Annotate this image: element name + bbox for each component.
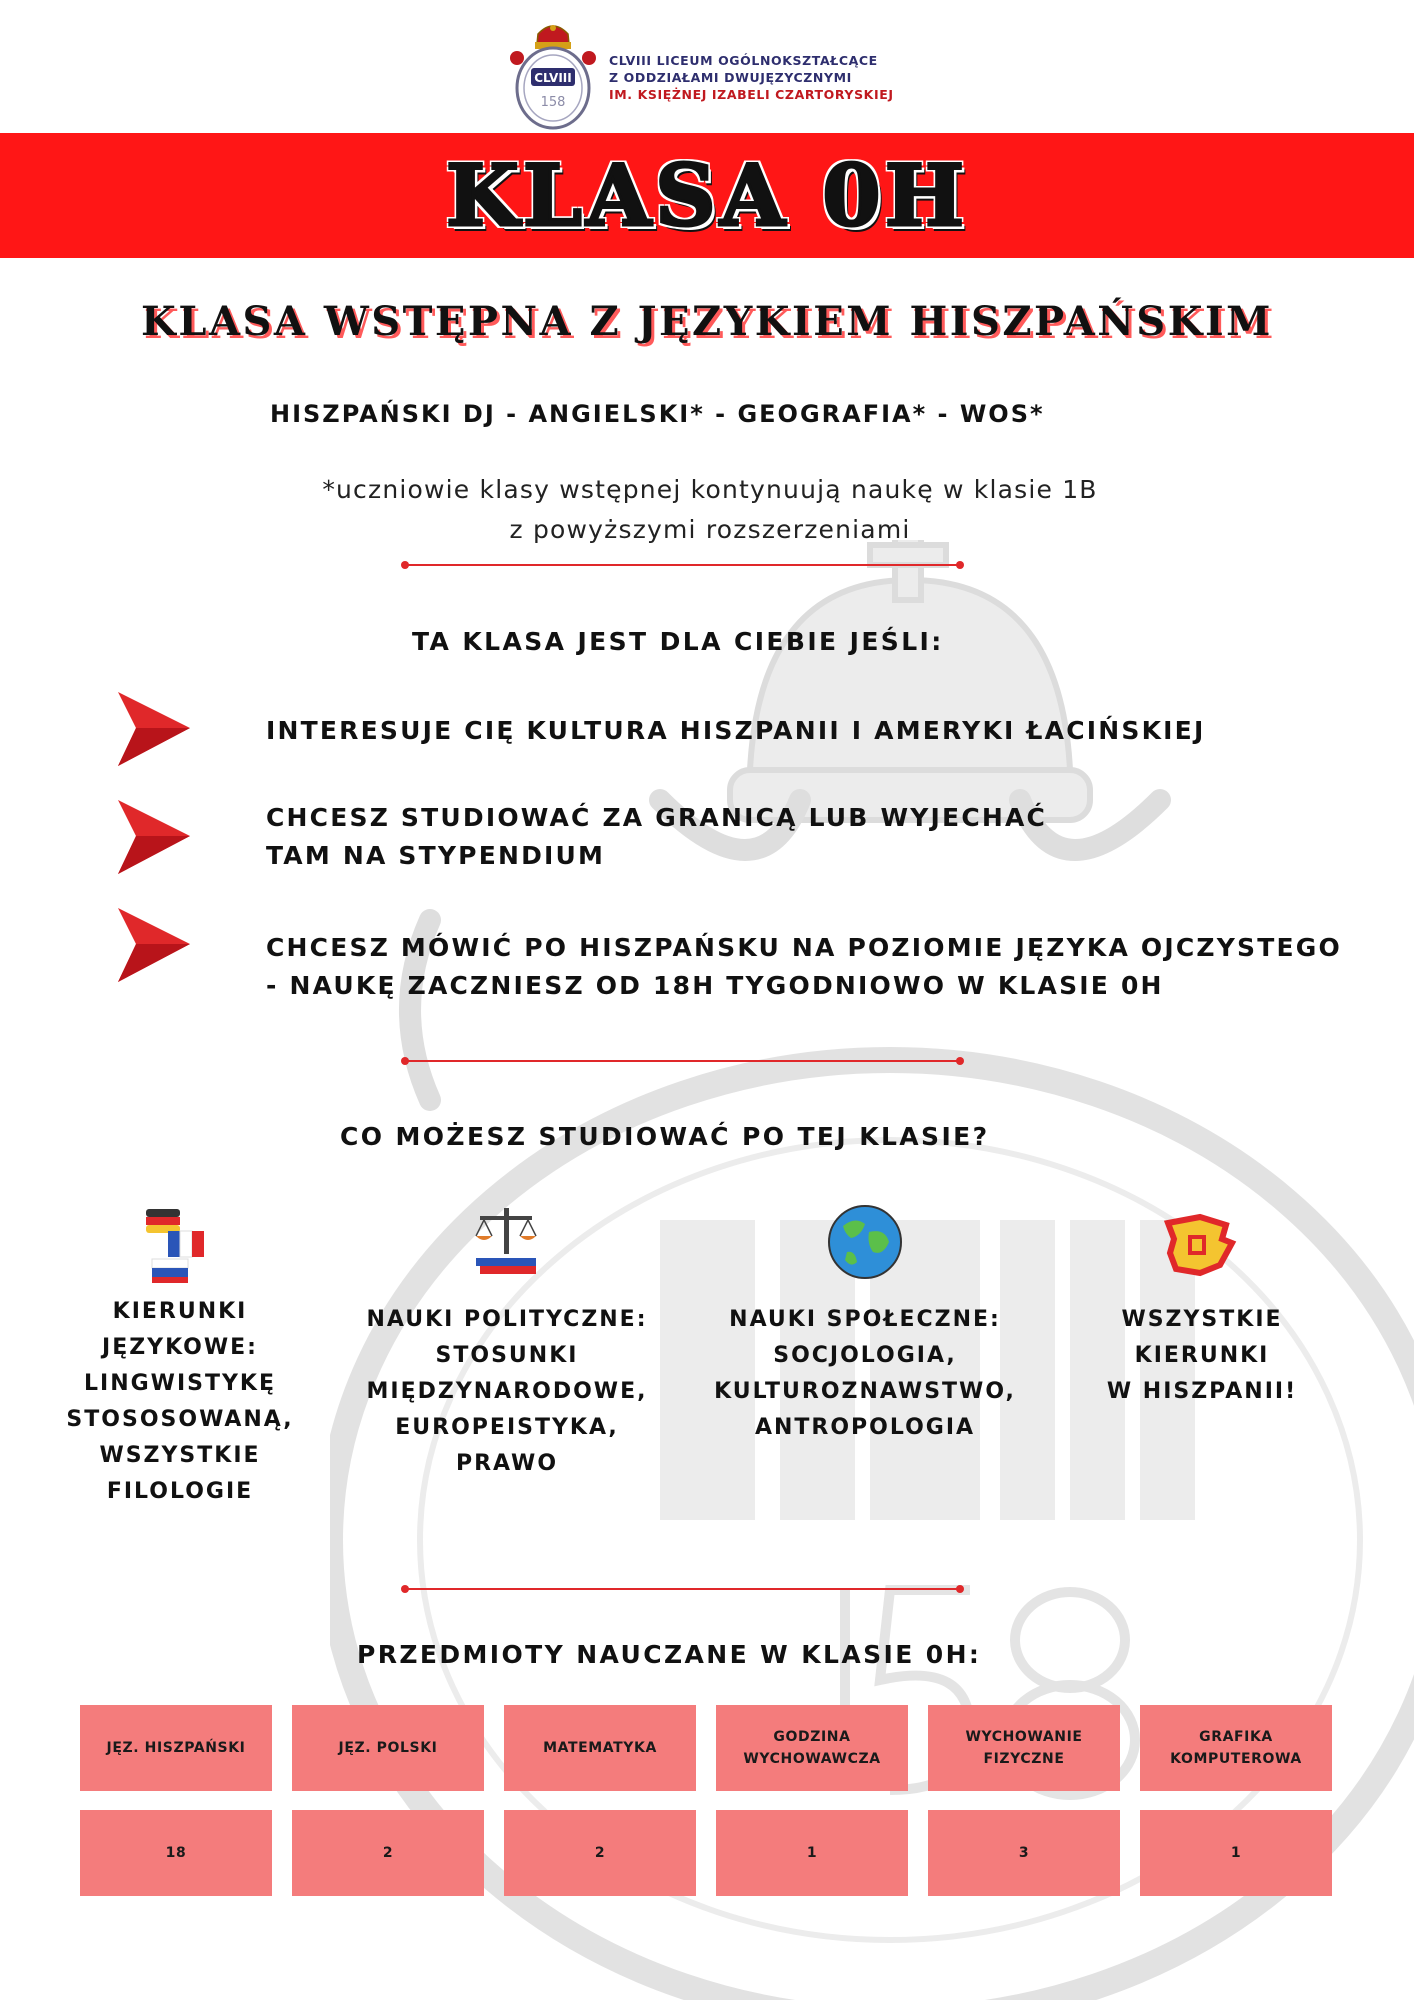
subject-hours-cell: 1: [716, 1810, 908, 1896]
study-option-line: KULTUROZNAWSTWO,: [714, 1379, 1016, 1404]
subtitle: KLASA WSTĘPNA Z JĘZYKIEM HISZPAŃSKIM: [141, 298, 1273, 345]
divider-3: [405, 1588, 960, 1590]
spain-map-icon: [1160, 1203, 1240, 1283]
note-line-2: z powyższymi rozszerzeniami: [509, 515, 911, 544]
study-option-line: EUROPEISTYKA,: [395, 1415, 619, 1440]
for-you-item-text: [266, 712, 1205, 750]
school-logo: [503, 20, 603, 130]
note-line-1: *uczniowie klasy wstępnej kontynuują naukę w klasie 1B: [322, 475, 1098, 504]
title-banner: [0, 133, 1414, 258]
study-option-text: [700, 1302, 1030, 1446]
divider-2: [405, 1060, 960, 1062]
study-option-line: MIĘDZYNARODOWE,: [366, 1379, 648, 1404]
red-arrow-icon: [114, 906, 194, 986]
study-option-line: NAUKI SPOŁECZNE:: [729, 1307, 1001, 1332]
for-you-item-line-1: INTERESUJE CIĘ KULTURA HISZPANII I AMERYKI ŁACIŃSKIEJ: [266, 716, 1206, 745]
language-flags-icon: [140, 1205, 220, 1285]
subject-name-cell: [504, 1705, 696, 1791]
study-option-line: FILOLOGIE: [106, 1479, 254, 1504]
subject-name-line: MATEMATYKA: [543, 1740, 657, 1756]
school-name-line-2: Z ODDZIAŁAMI DWUJĘZYCZNYMI: [609, 70, 852, 85]
subject-name-line: FIZYCZNE: [983, 1751, 1065, 1767]
subject-name-cell: [928, 1705, 1120, 1791]
study-option-line: SOCJOLOGIA,: [773, 1343, 957, 1368]
study-option-text: [48, 1294, 312, 1510]
study-heading: CO MOŻESZ STUDIOWAĆ PO TEJ KLASIE?: [340, 1122, 990, 1151]
for-you-item-line-2: - NAUKĘ ZACZNIESZ OD 18H TYGODNIOWO W KLASIE 0H: [266, 971, 1164, 1000]
subject-hours-cell: 1: [1140, 1810, 1332, 1896]
study-option-line: WSZYSTKIE: [1121, 1307, 1283, 1332]
subject-name-cell: [292, 1705, 484, 1791]
subject-name-cell: [716, 1705, 908, 1791]
school-name-line-1: CLVIII LICEUM OGÓLNOKSZTAŁCĄCE: [609, 53, 878, 68]
subject-name-line: JĘZ. HISZPAŃSKI: [106, 1740, 246, 1756]
study-option-line: NAUKI POLITYCZNE:: [366, 1307, 648, 1332]
for-you-heading: TA KLASA JEST DLA CIEBIE JEŚLI:: [412, 627, 944, 656]
page-title: KLASA 0H: [445, 146, 969, 245]
subject-name-line: GODZINA: [773, 1729, 851, 1745]
school-name-line-3: IM. KSIĘŻNEJ IZABELI CZARTORYSKIEJ: [609, 87, 894, 102]
subject-hours-cell: 2: [292, 1810, 484, 1896]
for-you-item-line-1: CHCESZ MÓWIĆ PO HISZPAŃSKU NA POZIOMIE JĘZYKA OJCZYSTEGO: [266, 933, 1342, 962]
study-option-line: STOSUNKI: [435, 1343, 579, 1368]
red-arrow-icon: [114, 798, 194, 878]
subject-hours-cell: 2: [504, 1810, 696, 1896]
for-you-item-line-2: TAM NA STYPENDIUM: [266, 841, 606, 870]
study-option-text: [1080, 1302, 1324, 1410]
continuation-note: [0, 470, 1414, 550]
red-arrow-icon: [114, 690, 194, 770]
study-option-line: W HISZPANII!: [1106, 1379, 1298, 1404]
subject-name-cell: [1140, 1705, 1332, 1791]
logo-number: 158: [540, 95, 566, 110]
subject-name-cell: [80, 1705, 272, 1791]
study-option-line: KIERUNKI: [1134, 1343, 1270, 1368]
study-option-line: LINGWISTYKĘ: [84, 1371, 276, 1396]
study-option-line: STOSOSOWANĄ,: [66, 1407, 294, 1432]
subject-name-line: JĘZ. POLSKI: [338, 1740, 438, 1756]
subject-name-line: GRAFIKA: [1199, 1729, 1273, 1745]
globe-icon: [825, 1202, 905, 1282]
subject-name-line: WYCHOWANIE: [965, 1729, 1083, 1745]
extended-subjects: HISZPAŃSKI DJ - ANGIELSKI* - GEOGRAFIA* - WOS*: [270, 400, 1045, 428]
for-you-item-line-1: CHCESZ STUDIOWAĆ ZA GRANICĄ LUB WYJECHAĆ: [266, 803, 1048, 832]
study-option-line: ANTROPOLOGIA: [754, 1415, 976, 1440]
study-option-line: WSZYSTKIE: [99, 1443, 261, 1468]
subject-name-line: KOMPUTEROWA: [1170, 1751, 1302, 1767]
study-option-line: KIERUNKI: [112, 1299, 248, 1324]
subject-name-line: WYCHOWAWCZA: [743, 1751, 881, 1767]
for-you-item-text: [266, 929, 1342, 1005]
school-name: [609, 52, 894, 103]
study-option-line: JĘZYKOWE:: [102, 1335, 258, 1360]
logo-text: CLVIII: [534, 71, 572, 85]
scales-of-justice-icon: [466, 1200, 546, 1280]
subject-hours-cell: 3: [928, 1810, 1120, 1896]
subject-hours-cell: 18: [80, 1810, 272, 1896]
subjects-table-heading: PRZEDMIOTY NAUCZANE W KLASIE 0H:: [357, 1640, 982, 1669]
study-option-text: [340, 1302, 674, 1482]
for-you-item-text: [266, 799, 1047, 875]
study-option-line: PRAWO: [455, 1451, 559, 1476]
divider-1: [405, 564, 960, 566]
